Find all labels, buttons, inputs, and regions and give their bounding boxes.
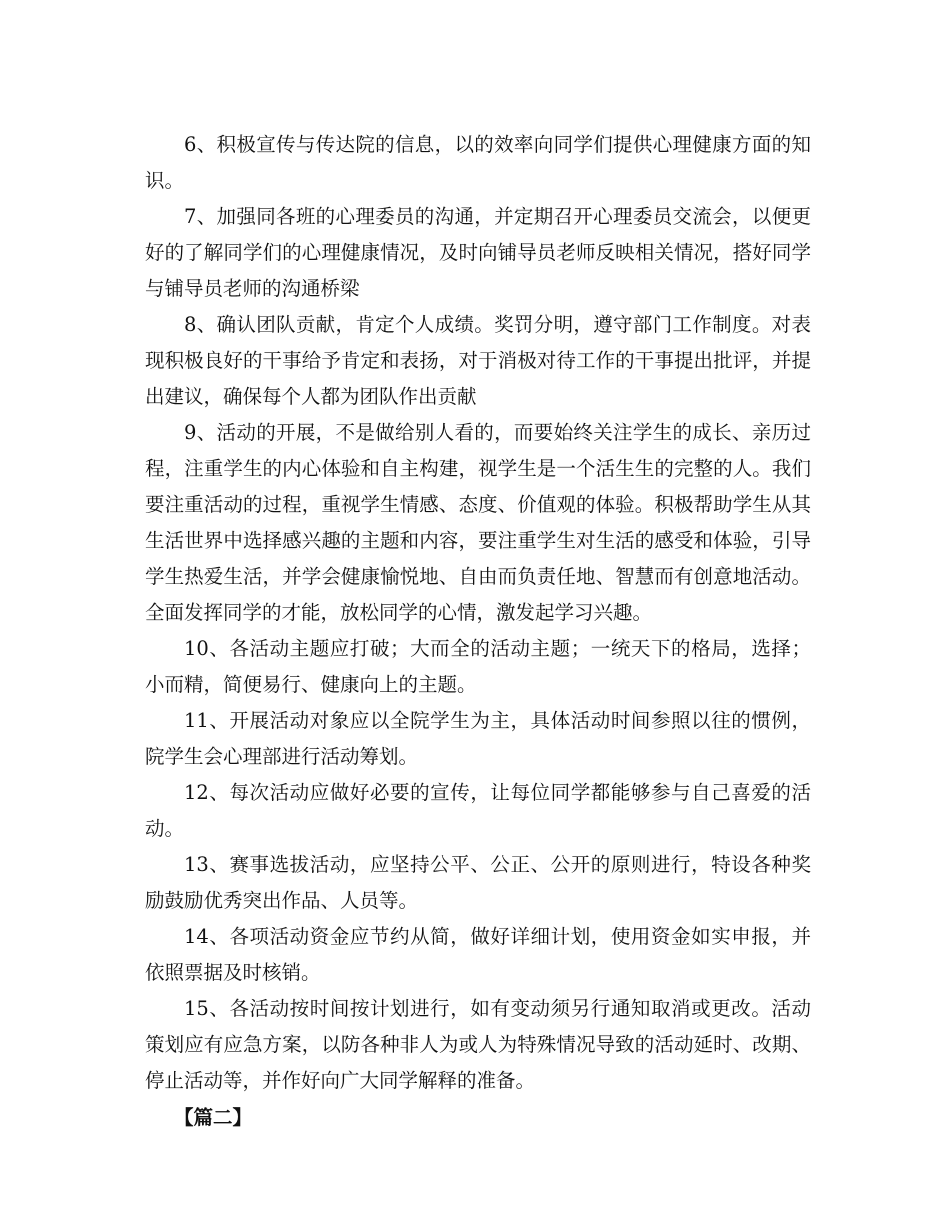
paragraph-item-9: 9、活动的开展，不是做给别人看的，而要始终关注学生的成长、亲历过程，注重学生的内心体验和自主构建，视学生是一个活生生的完整的人。我们要注重活动的过程，重视学生情感、态度、价值观的体验。积极帮助学生从其生活世界中选择感兴趣的主题和内容，要注重学生对生活的感受和体验，引导学生热爱生活，并学会健康愉悦地、自由而负责任地、智慧而有创意地活动。全面发挥同学的才能，放松同学的心情，激发起学习兴趣。 bbox=[145, 421, 811, 624]
section-heading: 【篇二】 bbox=[174, 1106, 253, 1129]
paragraph-item-13: 13、赛事选拔活动，应坚持公平、公正、公开的原则进行，特设各种奖励鼓励优秀突出作品、人员等。 bbox=[145, 853, 811, 912]
paragraph-item-11: 11、开展活动对象应以全院学生为主，具体活动时间参照以往的惯例，院学生会心理部进行活动筹划。 bbox=[145, 709, 811, 768]
paragraph-item-8: 8、确认团队贡献，肯定个人成绩。奖罚分明，遵守部门工作制度。对表现积极良好的干事给予肯定和表扬，对于消极对待工作的干事提出批评，并提出建议，确保每个人都为团队作出贡献 bbox=[145, 313, 811, 408]
paragraph-item-15: 15、各活动按时间按计划进行，如有变动须另行通知取消或更改。活动策划应有应急方案，以防各种非人为或人为特殊情况导致的活动延时、改期、停止活动等，并作好向广大同学解释的准备。 bbox=[145, 997, 811, 1092]
paragraph-item-6: 6、积极宣传与传达院的信息，以的效率向同学们提供心理健康方面的知识。 bbox=[145, 133, 811, 192]
paragraph-item-10: 10、各活动主题应打破；大而全的活动主题；一统天下的格局，选择；小而精，简便易行、健康向上的主题。 bbox=[145, 637, 811, 696]
paragraph-item-14: 14、各项活动资金应节约从简，做好详细计划，使用资金如实申报，并依照票据及时核销。 bbox=[145, 925, 811, 984]
paragraph-item-12: 12、每次活动应做好必要的宣传，让每位同学都能够参与自己喜爱的活动。 bbox=[145, 781, 811, 840]
document-body bbox=[145, 127, 811, 1137]
paragraph-item-7: 7、加强同各班的心理委员的沟通，并定期召开心理委员交流会，以便更好的了解同学们的心理健康情况，及时向铺导员老师反映相关情况，搭好同学与铺导员老师的沟通桥梁 bbox=[145, 205, 811, 300]
